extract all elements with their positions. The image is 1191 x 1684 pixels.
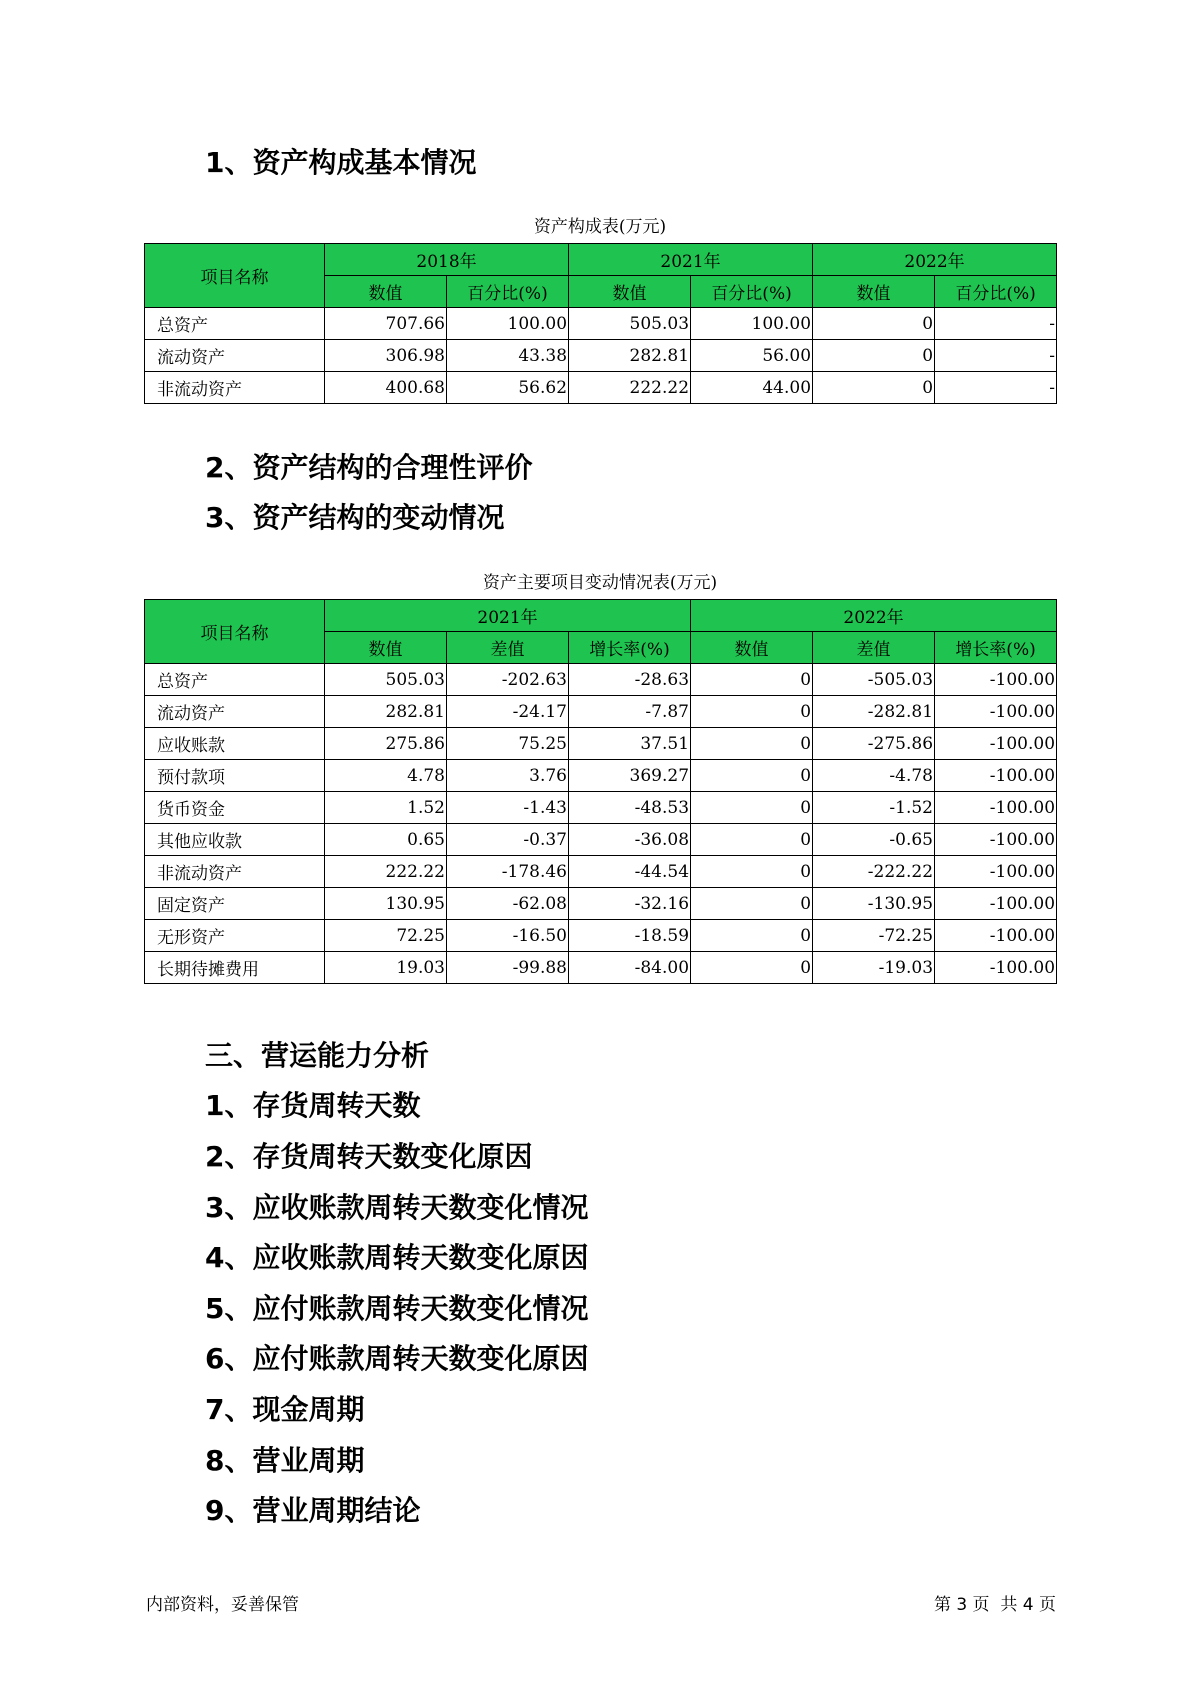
- table-cell: 100.00: [691, 308, 813, 340]
- table2-body: [145, 664, 1057, 984]
- table2-subheader: 数值: [691, 632, 813, 664]
- table-cell: 0: [691, 664, 813, 696]
- table-cell: -1.52: [813, 792, 935, 824]
- table2-subheader: 数值: [325, 632, 447, 664]
- table-cell: 222.22: [325, 856, 447, 888]
- table-cell: 19.03: [325, 952, 447, 984]
- table-cell: -: [935, 340, 1057, 372]
- table-cell: -100.00: [935, 664, 1057, 696]
- row-label: 无形资产: [145, 920, 325, 952]
- table-cell: 44.00: [691, 372, 813, 404]
- table-cell: -130.95: [813, 888, 935, 920]
- table-cell: 400.68: [325, 372, 447, 404]
- heading-operating-cycle: 8、营业周期: [205, 1444, 365, 1477]
- table-row: [145, 760, 1057, 792]
- row-label: 总资产: [145, 308, 325, 340]
- row-label: 预付款项: [145, 760, 325, 792]
- table-cell: 505.03: [569, 308, 691, 340]
- table-cell: 56.00: [691, 340, 813, 372]
- table-cell: -282.81: [813, 696, 935, 728]
- table-cell: -0.65: [813, 824, 935, 856]
- table-row: [145, 664, 1057, 696]
- row-label: 流动资产: [145, 696, 325, 728]
- table-cell: 282.81: [325, 696, 447, 728]
- table-cell: 0: [813, 340, 935, 372]
- table-cell: 0: [691, 920, 813, 952]
- table-cell: 1.52: [325, 792, 447, 824]
- table-row: [145, 308, 1057, 340]
- table-cell: -62.08: [447, 888, 569, 920]
- table-row: [145, 372, 1057, 404]
- table2-subheader: 差值: [813, 632, 935, 664]
- table1-subheader: 数值: [813, 276, 935, 308]
- row-label: 非流动资产: [145, 856, 325, 888]
- table-cell: 505.03: [325, 664, 447, 696]
- table-cell: -275.86: [813, 728, 935, 760]
- table-cell: 0: [691, 760, 813, 792]
- table2-caption: 资产主要项目变动情况表(万元): [482, 573, 718, 593]
- table-cell: -16.50: [447, 920, 569, 952]
- table-cell: -100.00: [935, 728, 1057, 760]
- table-cell: 56.62: [447, 372, 569, 404]
- table-cell: 0.65: [325, 824, 447, 856]
- asset-composition-table: [144, 243, 1057, 404]
- table-cell: -100.00: [935, 856, 1057, 888]
- table-row: [145, 888, 1057, 920]
- table-cell: -0.37: [447, 824, 569, 856]
- table-cell: -202.63: [447, 664, 569, 696]
- heading-inventory-days-reason: 2、存货周转天数变化原因: [205, 1140, 533, 1173]
- table-cell: 0: [691, 792, 813, 824]
- table2-header-name: 项目名称: [145, 600, 325, 664]
- heading-cash-cycle: 7、现金周期: [205, 1393, 365, 1426]
- table1-subheader: 百分比(%): [447, 276, 569, 308]
- table-cell: -100.00: [935, 824, 1057, 856]
- table2-subheader: 增长率(%): [569, 632, 691, 664]
- table-cell: -28.63: [569, 664, 691, 696]
- heading-structure-change: 3、资产结构的变动情况: [205, 501, 505, 534]
- table-cell: -100.00: [935, 792, 1057, 824]
- table-cell: -100.00: [935, 760, 1057, 792]
- table2-header-year: 2021年: [325, 600, 691, 632]
- heading-asset-composition: 1、资产构成基本情况: [205, 146, 477, 179]
- table-cell: -178.46: [447, 856, 569, 888]
- table-cell: -100.00: [935, 888, 1057, 920]
- table-cell: 275.86: [325, 728, 447, 760]
- table-cell: 306.98: [325, 340, 447, 372]
- table-cell: -72.25: [813, 920, 935, 952]
- table-cell: -100.00: [935, 920, 1057, 952]
- table-cell: -: [935, 308, 1057, 340]
- table-cell: -99.88: [447, 952, 569, 984]
- table-cell: 222.22: [569, 372, 691, 404]
- table-cell: 0: [813, 308, 935, 340]
- heading-inventory-days: 1、存货周转天数: [205, 1089, 421, 1122]
- table-row: [145, 792, 1057, 824]
- table1-header-year: 2018年: [325, 244, 569, 276]
- row-label: 非流动资产: [145, 372, 325, 404]
- footer-page-number: 第 3 页 共 4 页: [933, 1595, 1056, 1615]
- row-label: 总资产: [145, 664, 325, 696]
- table-cell: 0: [691, 696, 813, 728]
- table-row: [145, 340, 1057, 372]
- table-cell: -100.00: [935, 696, 1057, 728]
- table-row: [145, 952, 1057, 984]
- row-label: 应收账款: [145, 728, 325, 760]
- table-cell: -19.03: [813, 952, 935, 984]
- asset-change-table: [144, 599, 1057, 984]
- heading-operating-cycle-conclusion: 9、营业周期结论: [205, 1494, 421, 1527]
- table-cell: 4.78: [325, 760, 447, 792]
- heading-payable-days-reason: 6、应付账款周转天数变化原因: [205, 1342, 589, 1375]
- table-cell: 130.95: [325, 888, 447, 920]
- table-cell: 0: [691, 728, 813, 760]
- table-cell: -100.00: [935, 952, 1057, 984]
- table1-header-year: 2021年: [569, 244, 813, 276]
- table-cell: -1.43: [447, 792, 569, 824]
- table-cell: -44.54: [569, 856, 691, 888]
- table-cell: 43.38: [447, 340, 569, 372]
- table-cell: -48.53: [569, 792, 691, 824]
- table-cell: -18.59: [569, 920, 691, 952]
- row-label: 固定资产: [145, 888, 325, 920]
- table-cell: -: [935, 372, 1057, 404]
- table-cell: 0: [691, 856, 813, 888]
- table-cell: -24.17: [447, 696, 569, 728]
- footer-confidential-note: 内部资料，妥善保管: [146, 1595, 299, 1615]
- table1-header-year: 2022年: [813, 244, 1057, 276]
- table-row: [145, 728, 1057, 760]
- heading-receivable-days-reason: 4、应收账款周转天数变化原因: [205, 1241, 589, 1274]
- table-cell: 0: [691, 888, 813, 920]
- row-label: 流动资产: [145, 340, 325, 372]
- table-cell: 0: [813, 372, 935, 404]
- table1-body: [145, 308, 1057, 404]
- table-cell: 0: [691, 824, 813, 856]
- table-row: [145, 824, 1057, 856]
- table-cell: -7.87: [569, 696, 691, 728]
- table-row: [145, 920, 1057, 952]
- table-cell: 282.81: [569, 340, 691, 372]
- table-cell: -505.03: [813, 664, 935, 696]
- table-cell: 3.76: [447, 760, 569, 792]
- table2-subheader: 差值: [447, 632, 569, 664]
- heading-payable-days-change: 5、应付账款周转天数变化情况: [205, 1292, 589, 1325]
- heading-structure-evaluation: 2、资产结构的合理性评价: [205, 451, 533, 484]
- table2-subheader: 增长率(%): [935, 632, 1057, 664]
- table-cell: -222.22: [813, 856, 935, 888]
- table-cell: 37.51: [569, 728, 691, 760]
- row-label: 长期待摊费用: [145, 952, 325, 984]
- table-cell: -36.08: [569, 824, 691, 856]
- table1-caption: 资产构成表(万元): [533, 217, 667, 237]
- heading-receivable-days-change: 3、应收账款周转天数变化情况: [205, 1191, 589, 1224]
- table-cell: 707.66: [325, 308, 447, 340]
- table2-header-year: 2022年: [691, 600, 1057, 632]
- row-label: 其他应收款: [145, 824, 325, 856]
- table1-subheader: 数值: [325, 276, 447, 308]
- table-cell: 75.25: [447, 728, 569, 760]
- table-cell: 100.00: [447, 308, 569, 340]
- table-cell: -32.16: [569, 888, 691, 920]
- table-cell: 0: [691, 952, 813, 984]
- table1-subheader: 百分比(%): [935, 276, 1057, 308]
- table1-subheader: 百分比(%): [691, 276, 813, 308]
- table-cell: 369.27: [569, 760, 691, 792]
- table-cell: 72.25: [325, 920, 447, 952]
- table-row: [145, 856, 1057, 888]
- table-cell: -4.78: [813, 760, 935, 792]
- heading-operating-capacity: 三、营运能力分析: [205, 1039, 430, 1072]
- row-label: 货币资金: [145, 792, 325, 824]
- table-row: [145, 696, 1057, 728]
- table1-header-name: 项目名称: [145, 244, 325, 308]
- table1-subheader: 数值: [569, 276, 691, 308]
- table-cell: -84.00: [569, 952, 691, 984]
